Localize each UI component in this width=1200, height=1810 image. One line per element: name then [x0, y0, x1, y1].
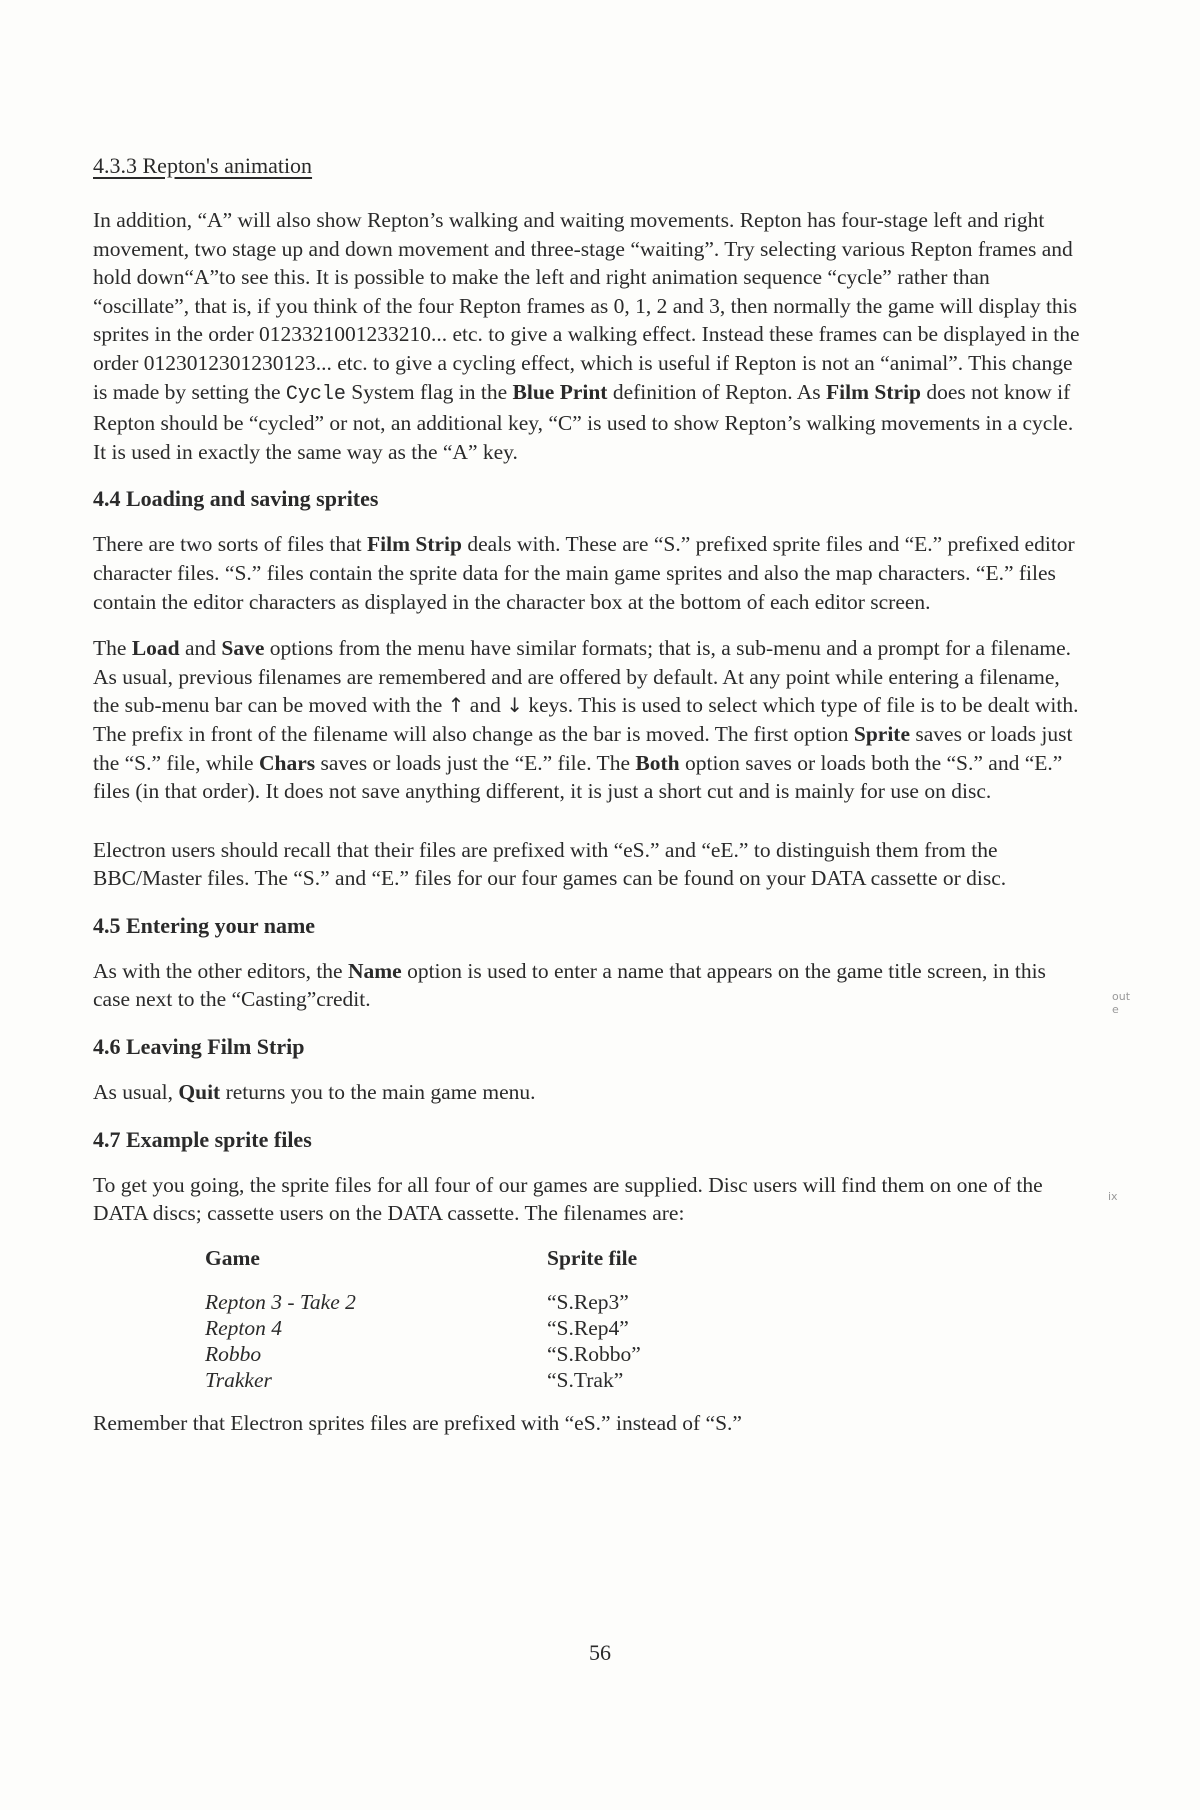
text: There are two sorts of files that [93, 532, 362, 557]
chars-term: Chars [258, 750, 316, 775]
game-name: Robbo [205, 1341, 262, 1366]
text: deals with. These are “S.” prefixed sprite files and “E.” prefixed editor character files. “S.” files contain the sprite data for the main game sprites and also the map characters. “E.” files contain the editor characters as displayed in the character box at the bottom of each editor screen. [93, 532, 1075, 614]
text: saves or loads just the “E.” file. The [320, 750, 630, 775]
sprite-term: Sprite [853, 721, 910, 746]
section-4-7-heading: 4.7 Example sprite files [93, 1126, 312, 1152]
save-term: Save [221, 636, 265, 661]
section-4-4-heading: 4.4 Loading and saving sprites [93, 486, 379, 512]
film-strip-term: Film Strip [826, 379, 922, 404]
section-4-5-paragraph [93, 957, 1085, 1014]
section-4-4-paragraph-3: Electron users should recall that their files are prefixed with “eS.” and “eE.” to distinguish them from the BBC/Master files. The “S.” and “E.” files for our four games can be found on your DATA cassette or disc. [93, 837, 1007, 891]
table-row [205, 1289, 641, 1315]
sprite-filename: “S.Rep3” [547, 1289, 629, 1314]
both-term: Both [635, 750, 680, 775]
name-term: Name [347, 958, 402, 983]
text: keys. This is used to select which type of file is to be dealt with. The prefix in front of the filename will also change as the bar is moved. The first option [93, 693, 1079, 746]
section-4-6-heading: 4.6 Leaving Film Strip [93, 1034, 305, 1060]
game-name: Repton 4 [205, 1315, 283, 1340]
text: returns you to the main game menu. [225, 1080, 536, 1105]
section-4-4-paragraph-2 [93, 634, 1085, 806]
table-header-row [205, 1246, 641, 1289]
text: As with the other editors, the [93, 958, 343, 983]
game-name: Repton 3 - Take 2 [205, 1289, 356, 1314]
page-number: 56 [589, 1640, 611, 1665]
film-strip-term: Film Strip [367, 532, 462, 557]
text: The [93, 636, 127, 661]
table-row [205, 1367, 641, 1393]
text: options from the menu have similar formats; that is, a sub-menu and a prompt for a filename. As usual, previous filenames are remembered and are offered by default. At any point while entering a filename, the sub-menu bar can be moved with the [93, 636, 1072, 718]
section-4-7-closing-paragraph: Remember that Electron sprites files are prefixed with “eS.” instead of “S.” [93, 1410, 742, 1435]
text: does not know if Repton should be “cycled” or not, an additional key, “C” is used to show Repton’s walking movements in a cycle. It is used in exactly the same way as the “A” key. [93, 379, 1074, 464]
table-row [205, 1341, 641, 1367]
section-4-6-paragraph [93, 1078, 1085, 1107]
text: System flag in the [351, 379, 508, 404]
text: As usual, [93, 1080, 174, 1105]
sprite-file-column-header: Sprite file [547, 1245, 638, 1270]
text: and [469, 693, 501, 718]
text: and [185, 636, 217, 661]
text: option saves or loads both the “S.” and “E.” files (in that order). It does not save anything different, it is just a short cut and is mainly for use on disc. [93, 750, 1063, 804]
sprite-filename: “S.Rep4” [547, 1315, 629, 1340]
down-arrow-icon: ↓ [506, 693, 523, 718]
document-page [93, 152, 1085, 1455]
text: option is used to enter a name that appears on the game title screen, in this case next to the “Casting”credit. [93, 958, 1046, 1012]
table-row [205, 1315, 641, 1341]
sprite-filename: “S.Robbo” [547, 1341, 641, 1366]
cycle-flag-code: Cycle [285, 382, 346, 406]
section-4-3-3-heading: 4.3.3 Repton's animation [93, 153, 313, 178]
quit-term: Quit [178, 1080, 221, 1105]
section-4-3-3-paragraph [93, 206, 1085, 466]
margin-bleed-text: out [1112, 990, 1131, 1003]
section-4-5-heading: 4.5 Entering your name [93, 912, 316, 938]
sprite-files-table [205, 1246, 641, 1393]
game-name: Trakker [205, 1367, 272, 1392]
margin-bleed-text: e [1112, 1003, 1119, 1016]
load-term: Load [131, 636, 180, 661]
text: In addition, “A” will also show Repton’s walking and waiting movements. Repton has four-stage left and right movement, two stage up and down movement and three-stage “waiting”. Try selecting various Repton frames and hold down“A”to see this. It is possible to make the left and right animation sequence “cycle” rather than “oscillate”, that is, if you think of the four Repton frames as 0, 1, 2 and 3, then normally the game will display this sprites in the order 0123321001233210... etc. to give a walking effect. Instead these frames can be displayed in the order 0123012301230123... etc. to give a cycling effect, which is useful if Repton is not an “animal”. This change is made by setting the [93, 208, 1080, 404]
text: definition of Repton. As [612, 379, 821, 404]
up-arrow-icon: ↑ [447, 693, 465, 718]
sprite-filename: “S.Trak” [547, 1367, 624, 1392]
section-4-4-paragraph-1 [93, 530, 1085, 616]
blue-print-term: Blue Print [512, 379, 608, 404]
section-4-7-paragraph: To get you going, the sprite files for all four of our games are supplied. Disc users will find them on one of the DATA discs; cassette users on the DATA cassette. The filenames are: [93, 1172, 1043, 1226]
game-column-header: Game [205, 1245, 260, 1270]
margin-bleed-text: ix [1108, 1190, 1118, 1203]
text: saves or loads just the “S.” file, while [93, 721, 1073, 775]
